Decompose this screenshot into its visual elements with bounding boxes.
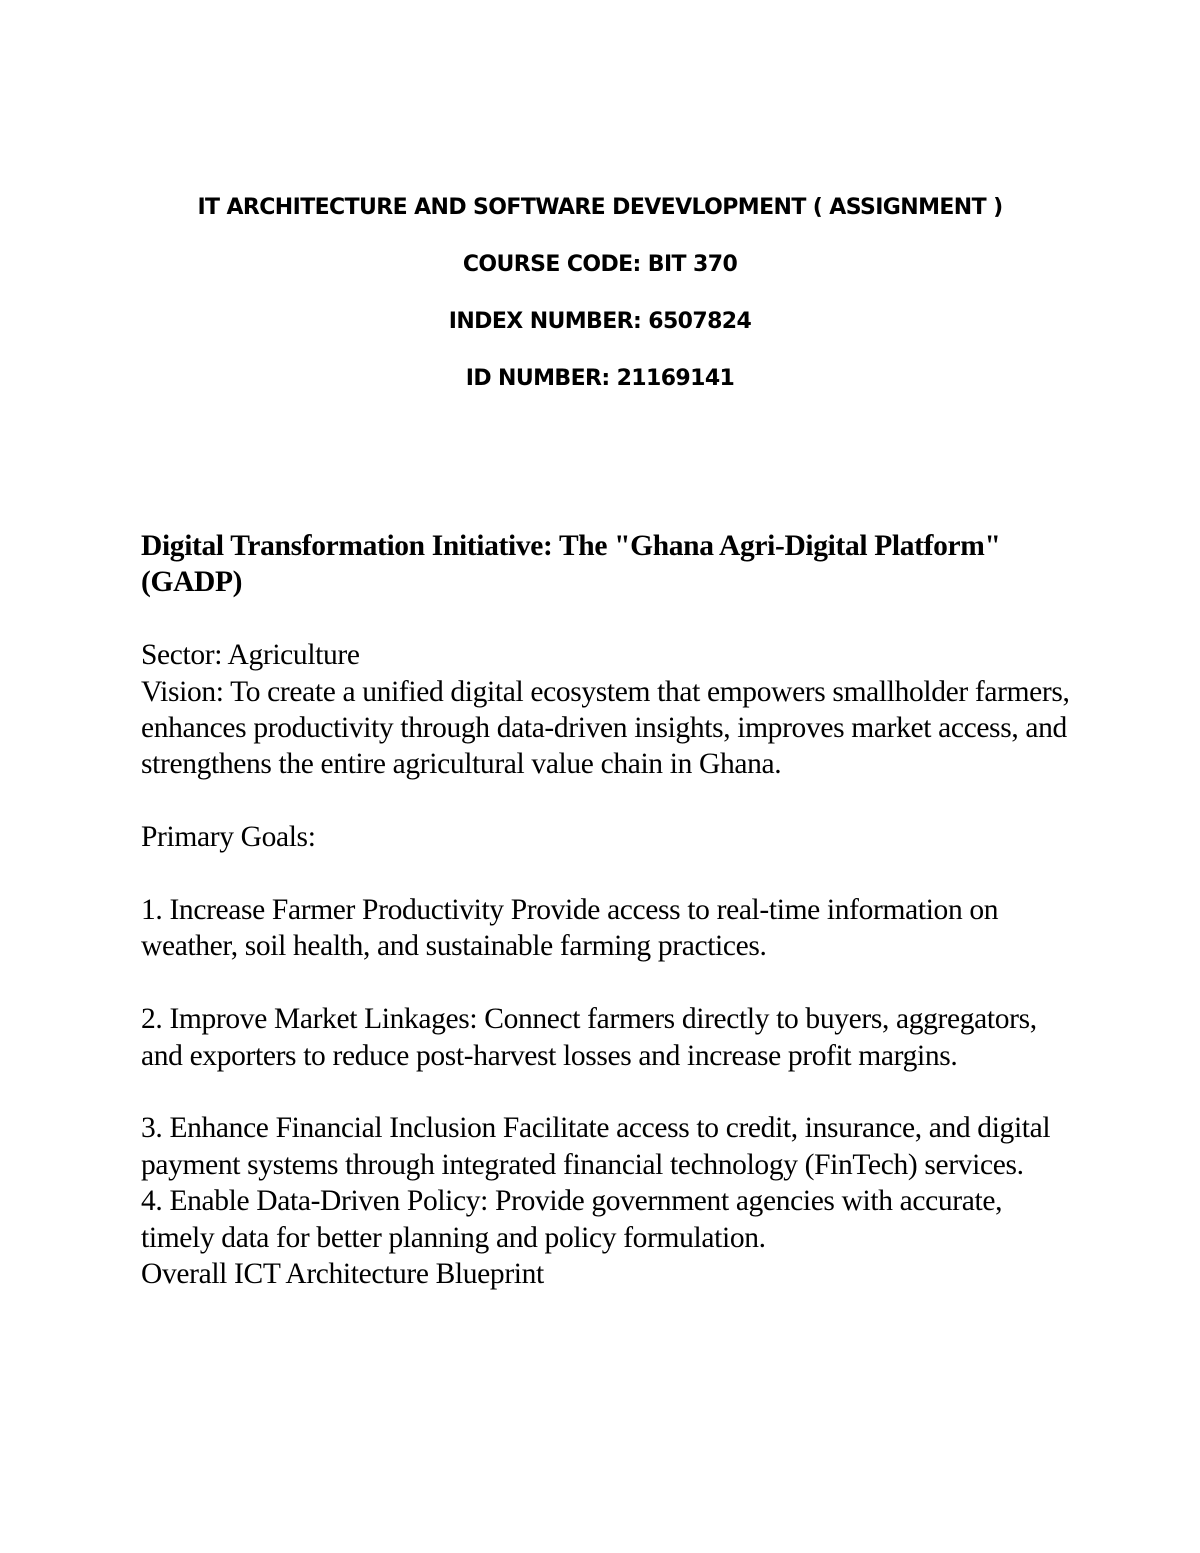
goal-item-3: 3. Enhance Financial Inclusion Facilitate access to credit, insurance, and digital payment systems through integrated financial technology (FinTech) services. (141, 1112, 1051, 1181)
assignment-header (0, 190, 1200, 418)
spacer (141, 783, 1071, 819)
course-code: COURSE CODE: BIT 370 (462, 252, 738, 277)
spacer (141, 601, 1071, 637)
spacer (141, 856, 1071, 892)
goal-item-4: 4. Enable Data-Driven Policy: Provide government agencies with accurate, timely data for better planning and policy formulation. (141, 1185, 1003, 1254)
primary-goals-heading: Primary Goals: (141, 821, 316, 854)
spacer (141, 1074, 1071, 1110)
vision-paragraph: Vision: To create a unified digital ecosystem that empowers smallholder farmers, enhances productivity through data-driven insights, improves market access, and strengthens the entire agricultural value chain in Ghana. (141, 675, 1070, 781)
document-body (141, 528, 1071, 1292)
id-number: ID NUMBER: 21169141 (465, 366, 735, 391)
architecture-heading: Overall ICT Architecture Blueprint (141, 1258, 544, 1291)
index-number: INDEX NUMBER: 6507824 (448, 309, 752, 334)
sector-line: Sector: Agriculture (141, 639, 360, 672)
goal-item-1: 1. Increase Farmer Productivity Provide access to real-time information on weather, soil health, and sustainable farming practices. (141, 894, 999, 963)
document-title: Digital Transformation Initiative: The "Ghana Agri-Digital Platform" (GADP) (141, 530, 1001, 599)
goal-item-2: 2. Improve Market Linkages: Connect farmers directly to buyers, aggregators, and exporters to reduce post-harvest losses and increase profit margins. (141, 1003, 1037, 1072)
assignment-title: IT ARCHITECTURE AND SOFTWARE DEVEVLOPMENT ( ASSIGNMENT ) (197, 195, 1003, 220)
spacer (141, 965, 1071, 1001)
